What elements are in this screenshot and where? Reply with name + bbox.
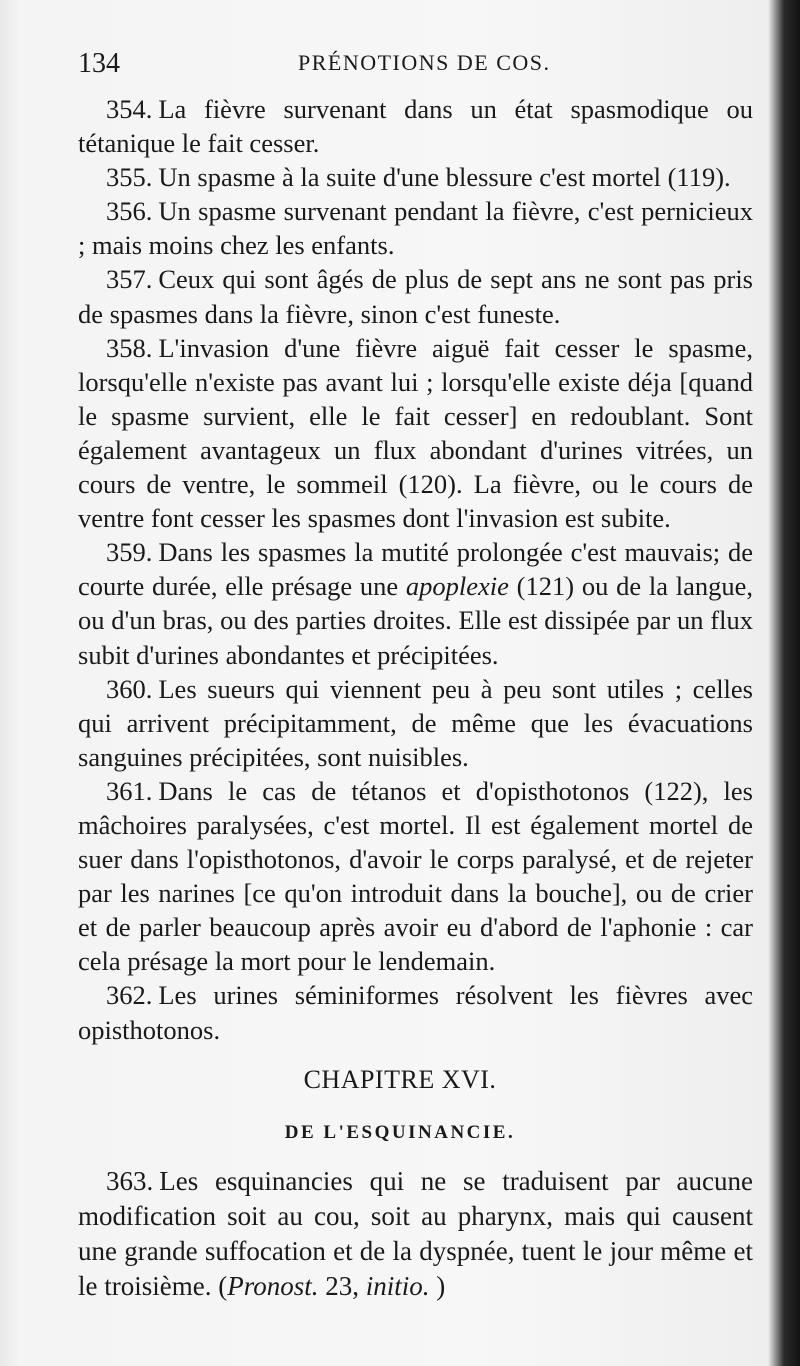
main-text (78, 92, 753, 1047)
paragraph-text-continued: (121) ou de la langue, ou d'un bras, ou des parties droites. Elle est dissipée par un flux subit d'urines abondantes et précipitées. (78, 571, 753, 670)
chapter-subtitle: DE L'ESQUINANCIE. (284, 1122, 516, 1143)
paragraph-359 (78, 535, 753, 671)
paragraph-text: Les urines séminiformes résolvent les fièvres avec opisthotonos. (78, 980, 753, 1045)
paragraph-362 (78, 978, 753, 1046)
reference-work: Pronost. (227, 1271, 319, 1301)
paragraph-text: Ceux qui sont âgés de plus de sept ans ne sont pas pris de spasmes dans la fièvre, sinon c'est funeste. (78, 264, 753, 329)
paragraph-357 (78, 262, 753, 330)
paragraph-number: 361. (106, 775, 153, 806)
paragraph-number: 354. (106, 94, 153, 124)
paragraph-number: 363. (106, 1166, 154, 1196)
paragraph-356 (78, 194, 753, 262)
paragraph-number: 357. (106, 264, 153, 295)
page-number: 134 (78, 48, 120, 79)
paragraph-text: Dans les spasmes la mutité prolongée c'est mauvais; de courte durée, elle présage une (78, 537, 753, 602)
paragraph-number: 356. (106, 196, 153, 227)
paragraph-italic-term: apoplexie (405, 571, 509, 602)
paragraph-text: L'invasion d'une fièvre aiguë fait cesser le spasme, lorsqu'elle n'existe pas avant lui ; lorsqu'elle existe déja [quand le spasme survient, elle le fait cesser] en redoublant. Sont également avantageux un flux abondant d'urines vitrées, un cours de ventre, le sommeil (120). La fièvre, ou le cours de ventre font cesser les spasmes dont l'invasion est subite. (78, 332, 753, 534)
paragraph-text: La fièvre survenant dans un état spasmodique ou tétanique le fait cesser. (78, 94, 753, 159)
chapter-title: CHAPITRE XVI. (303, 1065, 497, 1094)
paragraph-text: Un spasme survenant pendant la fièvre, c'est pernicieux ; mais moins chez les enfants. (78, 196, 753, 261)
reference-number: 23, (318, 1271, 366, 1301)
reference-location: initio. (365, 1271, 430, 1301)
paragraph-text: Dans le cas de tétanos et d'opisthotonos (122), les mâchoires paralysées, c'est mortel. Il est également mortel de suer dans l'opisthotonos, d'avoir le corps paralysé, et de rejeter par les narines [ce qu'on introduit dans la bouche], ou de crier et de parler beaucoup après avoir eu d'abord de l'aphonie : car cela présage la mort pour le lendemain. (78, 775, 753, 977)
paragraph-361 (78, 774, 753, 979)
paragraph-355 (78, 160, 753, 194)
paragraph-text: Les esquinancies qui ne se traduisent par aucune modification soit au cou, soit au pharynx, mais qui causent une grande suffocation et de la dyspnée, tuent le jour même et le troisième. ( (78, 1166, 753, 1301)
paragraph-360 (78, 672, 753, 774)
page-header (78, 48, 750, 84)
running-head: PRÉNOTIONS DE COS. (298, 50, 551, 75)
paragraph-text: Un spasme à la suite d'une blessure c'est mortel (119). (158, 162, 731, 193)
paragraph-number: 362. (106, 980, 153, 1011)
chapter-text (78, 1164, 753, 1304)
paragraph-text: Les sueurs qui viennent peu à peu sont utiles ; celles qui arrivent précipitamment, de même que les évacuations sanguines précipitées, sont nuisibles. (78, 673, 753, 772)
paragraph-358 (78, 331, 753, 536)
paragraph-number: 355. (106, 162, 153, 193)
paragraph-354 (78, 92, 753, 160)
paragraph-number: 360. (106, 673, 153, 704)
reference-close: ) (429, 1271, 446, 1301)
paragraph-number: 359. (106, 537, 153, 568)
paragraph-363 (78, 1164, 753, 1304)
paragraph-number: 358. (106, 332, 153, 363)
